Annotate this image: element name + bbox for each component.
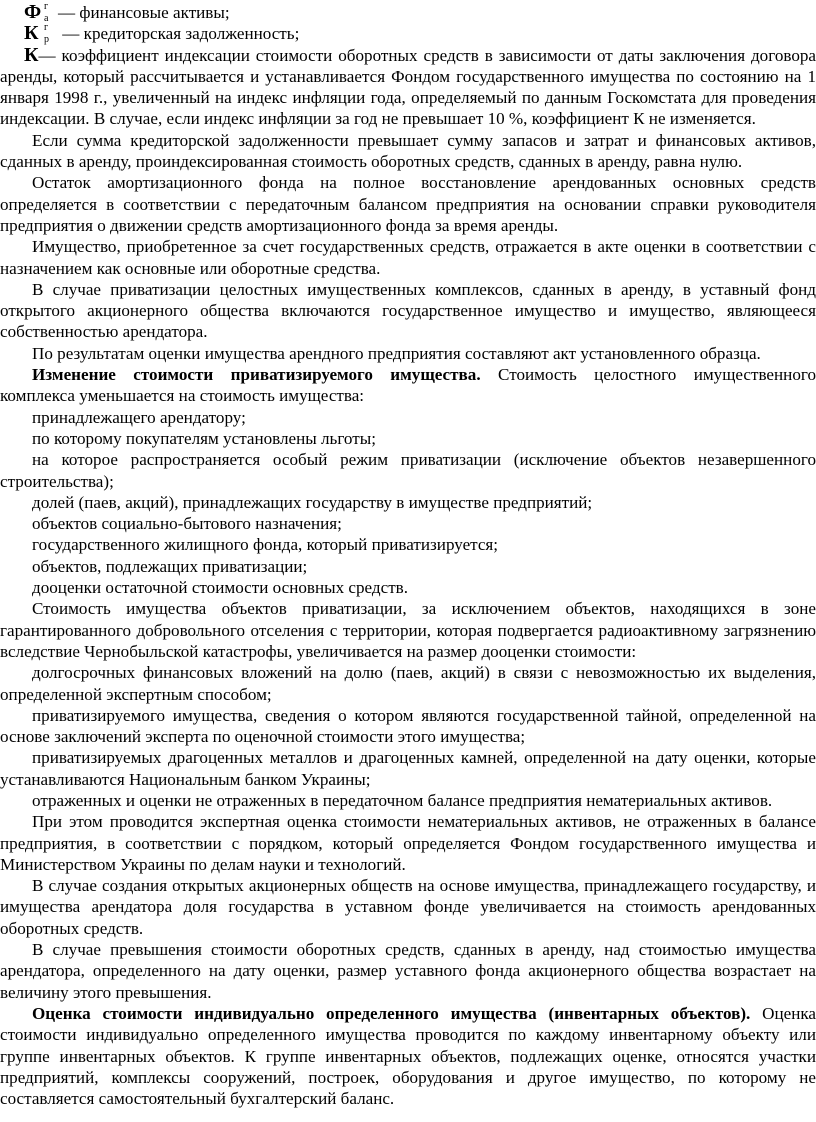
paragraph: Если сумма кредиторской задолженности превышает сумму запасов и затрат и финансовых активов, сданных в аренду, проиндексированная стоимость оборотных средств, сданных в аренду, равна нулю. — [0, 130, 816, 172]
formula-symbol-fa: Ф г а — [24, 1, 49, 24]
list-item: объектов социально-бытового назначения; — [32, 514, 342, 534]
paragraph: Стоимость имущества объектов приватизации, за исключением объектов, находящихся в зоне гарантированного добровольного отселения с территории, которая подвергается радиоактивному загрязнению вследствие Чернобыльской катастрофы, увеличивается на размер дооценки стоимости: — [0, 599, 816, 661]
list-item: дооценки остаточной стоимости основных средств. — [32, 578, 409, 598]
list-item: принадлежащего арендатору; — [32, 407, 246, 427]
list-item: приватизируемого имущества, сведения о котором являются государственной тайной, определенной на основе заключений эксперта по оценочной стоимости этого имущества; — [0, 705, 816, 747]
paragraph: В случае превышения стоимости оборотных средств, сданных в аренду, над стоимостью имущества арендатора, определенного на дату оценки, размер уставного фонда акционерного общества возрастает на величину этого превышения. — [0, 940, 816, 1002]
list-item: долгосрочных финансовых вложений на долю (паев, акций) в связи с невозможностью их выделения, определенной экспертным способом; — [0, 663, 816, 704]
section-heading: Оценка стоимости индивидуально определенного имущества (инвентарных объектов). — [32, 1003, 751, 1023]
list-item: на которое распространяется особый режим приватизации (исключение объектов незавершенного строительства); — [0, 450, 816, 491]
paragraph: Остаток амортизационного фонда на полное восстановление арендованных основных средств определяется в соответствии с передаточным балансом предприятия на основании справки руководителя предприятия о движении средств амортизационного фонда за время аренды. — [0, 173, 816, 235]
paragraph: Изменение стоимости приватизируемого имущества. Стоимость целостного имущественного комплекса уменьшается на стоимость имущества: — [0, 365, 816, 406]
list-item: приватизируемых драгоценных металлов и драгоценных камней, определенной на дату оценки, которые устанавливаются Национальным банком Украины; — [0, 748, 816, 789]
list-item: государственного жилищного фонда, который приватизируется; — [32, 535, 499, 555]
paragraph: В случае создания открытых акционерных обществ на основе имущества, принадлежащего государству, и имущества арендатора доля государства в уставном фонде увеличивается на стоимость арендованных оборотных средств. — [0, 876, 816, 938]
paragraph: По результатам оценки имущества арендного предприятия составляют акт установленного образца. — [32, 343, 761, 363]
definition-fa: Ф г а — финансовые активы; — [24, 1, 230, 24]
formula-symbol-kr: К г р — [24, 22, 49, 46]
list-item: объектов, подлежащих приватизации; — [32, 556, 308, 576]
list-item: отраженных и оценки не отраженных в передаточном балансе предприятия нематериальных активов. — [32, 790, 773, 810]
list-item: по которому покупателям установлены льготы; — [32, 428, 376, 448]
paragraph: Имущество, приобретенное за счет государственных средств, отражается в акте оценки в соответствии с назначением как основные или оборотные средства. — [0, 237, 816, 278]
definition-k: К— коэффициент индексации стоимости оборотных средств в зависимости от даты заключения договора аренды, который рассчитывается и устанавливается Фондом государственного имущества по состоянию на 1 января 1998 г., увеличенный на индекс инфляции года, определяемый по данным Госкомстата для проведения индексации. В случае, если индекс инфляции за год не превышает 10 %, коэффициент К не изменяется. — [0, 43, 816, 129]
paragraph: В случае приватизации целостных имущественных комплексов, сданных в аренду, в уставный фонд открытого акционерного общества включаются государственное имущество и имущество, являющееся собственностью арендатора. — [0, 279, 816, 342]
definition-kr: К г р — кредиторская задолженность; — [24, 22, 300, 46]
list-item: долей (паев, акций), принадлежащих государству в имуществе предприятий; — [32, 492, 593, 512]
paragraph: При этом проводится экспертная оценка стоимости нематериальных активов, не отраженных в балансе предприятия, в соответствии с порядком, который определяется Фондом государственного имущества и Министерством Украины по делам науки и технологий. — [0, 812, 816, 874]
section-heading: Изменение стоимости приватизируемого имущества. — [32, 365, 481, 385]
paragraph: Оценка стоимости индивидуально определенного имущества (инвентарных объектов). Оценка стоимости индивидуально определенного имущества проводится по каждому инвентарному объекту или группе инвентарных объектов. К группе инвентарных объектов, подлежащих оценке, относятся участки предприятий, комплексы сооружений, построек, оборудования и другое имущество, по которому не составляется самостоятельный бухгалтерский баланс. — [0, 1003, 816, 1109]
